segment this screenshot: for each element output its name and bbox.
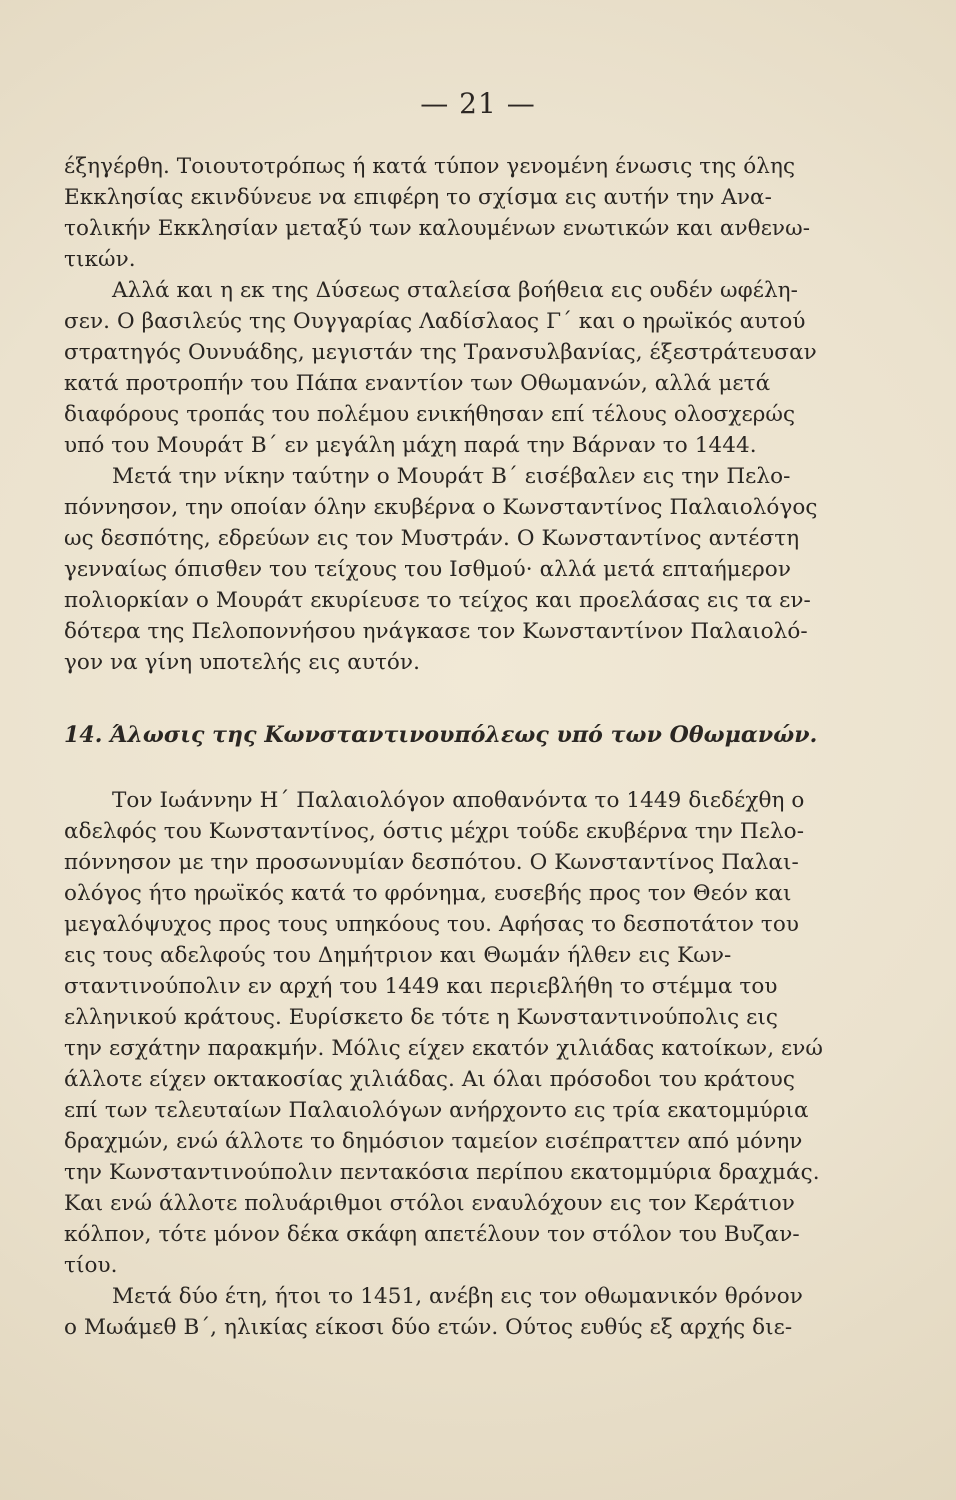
section-heading-block xyxy=(64,720,854,751)
text-line: τικών. xyxy=(64,247,136,272)
text-line: την Κωνσταντινούπολιν πεντακόσια περίπου εκατομμύρια δραχμάς. xyxy=(64,1160,820,1185)
text-line: γον να γίνη υποτελής εις αυτόν. xyxy=(64,650,421,675)
text-line: σεν. Ο βασιλεύς της Ουγγαρίας Λαδίσλαος Γ΄ και ο ηρωϊκός αυτού xyxy=(64,309,806,334)
text-line: υπό του Μουράτ Β΄ εν μεγάλη μάχη παρά την Βάρναν το 1444. xyxy=(64,433,757,458)
text-line: Μετά δύο έτη, ήτοι το 1451, ανέβη εις τον οθωμανικόν θρόνον xyxy=(112,1284,803,1309)
text-line: τολικήν Εκκλησίαν μεταξύ των καλουμένων ενωτικών και ανθενω- xyxy=(64,216,811,241)
text-line: στρατηγός Ουνυάδης, μεγιστάν της Τρανσυλβανίας, έξεστράτευσαν xyxy=(64,340,817,365)
text-line: άλλοτε είχεν οκτακοσίας χιλιάδας. Αι όλαι πρόσοδοι του κράτους xyxy=(64,1067,795,1092)
text-line: μεγαλόψυχος προς τους υπηκόους του. Αφήσας το δεσποτάτον του xyxy=(64,912,800,937)
section-heading: 14. Άλωσις της Κωνσταντινουπόλεως υπό των Οθωμανών. xyxy=(64,722,818,748)
text-line: ως δεσπότης, εδρεύων εις τον Μυστράν. Ο Κωνσταντίνος αντέστη xyxy=(64,526,800,551)
text-line: πόννησον με την προσωνυμίαν δεσπότου. Ο Κωνσταντίνος Παλαι- xyxy=(64,850,799,875)
text-line: δότερα της Πελοποννήσου ηνάγκασε τον Κωνσταντίνον Παλαιολό- xyxy=(64,619,808,644)
text-line: πολιορκίαν ο Μουράτ εκυρίευσε το τείχος και προελάσας εις τα εν- xyxy=(64,588,811,613)
text-line: σταντινούπολιν εν αρχή του 1449 και περιεβλήθη το στέμμα του xyxy=(64,974,778,999)
text-line: ολόγος ήτο ηρωϊκός κατά το φρόνημα, ευσεβής προς τον Θεόν και xyxy=(64,881,792,906)
text-line: δραχμών, ενώ άλλοτε το δημόσιον ταμείον εισέπραττεν από μόνην xyxy=(64,1129,803,1154)
bottom-text-block xyxy=(64,785,854,1343)
text-line: ο Μωάμεθ Β΄, ηλικίας είκοσι δύο ετών. Ούτος ευθύς εξ αρχής διε- xyxy=(64,1315,793,1340)
text-line: Αλλά και η εκ της Δύσεως σταλείσα βοήθεια εις ουδέν ωφέλη- xyxy=(112,278,798,303)
text-line: την εσχάτην παρακμήν. Μόλις είχεν εκατόν χιλιάδας κατοίκων, ενώ xyxy=(64,1036,824,1061)
text-line: κόλπον, τότε μόνον δέκα σκάφη απετέλουν τον στόλον του Βυζαν- xyxy=(64,1222,800,1247)
page-number: — 21 — xyxy=(420,87,536,120)
text-line: πόννησον, την οποίαν όλην εκυβέρνα ο Κωνσταντίνος Παλαιολόγος xyxy=(64,495,818,520)
text-line: ελληνικού κράτους. Ευρίσκετο δε τότε η Κωνσταντινούπολις εις xyxy=(64,1005,779,1030)
text-line: εις τους αδελφούς του Δημήτριον και Θωμάν ήλθεν εις Κων- xyxy=(64,943,732,968)
text-line: γενναίως όπισθεν του τείχους του Ισθμού· αλλά μετά επταήμερον xyxy=(64,557,791,582)
text-line: έξηγέρθη. Τοιουτοτρόπως ή κατά τύπον γενομένη ένωσις της όλης xyxy=(64,154,796,179)
text-line: κατά προτροπήν του Πάπα εναντίον των Οθωμανών, αλλά μετά xyxy=(64,371,771,396)
text-line: Μετά την νίκην ταύτην ο Μουράτ Β΄ εισέβαλεν εις την Πελο- xyxy=(112,464,791,489)
text-line: διαφόρους τροπάς του πολέμου ενικήθησαν επί τέλους ολοσχερώς xyxy=(64,402,796,427)
text-line: Εκκλησίας εκινδύνευε να επιφέρη το σχίσμα εις αυτήν την Ανα- xyxy=(64,185,772,210)
text-line: Τον Ιωάννην Η΄ Παλαιολόγον αποθανόντα το 1449 διεδέχθη ο xyxy=(112,788,805,813)
top-text-block xyxy=(64,151,854,678)
text-line: επί των τελευταίων Παλαιολόγων ανήρχοντο εις τρία εκατομμύρια xyxy=(64,1098,809,1123)
text-line: αδελφός του Κωνσταντίνος, όστις μέχρι τούδε εκυβέρνα την Πελο- xyxy=(64,819,805,844)
text-line: Και ενώ άλλοτε πολυάριθμοι στόλοι εναυλόχουν εις τον Κεράτιον xyxy=(64,1191,795,1216)
text-line: τίου. xyxy=(64,1253,118,1278)
